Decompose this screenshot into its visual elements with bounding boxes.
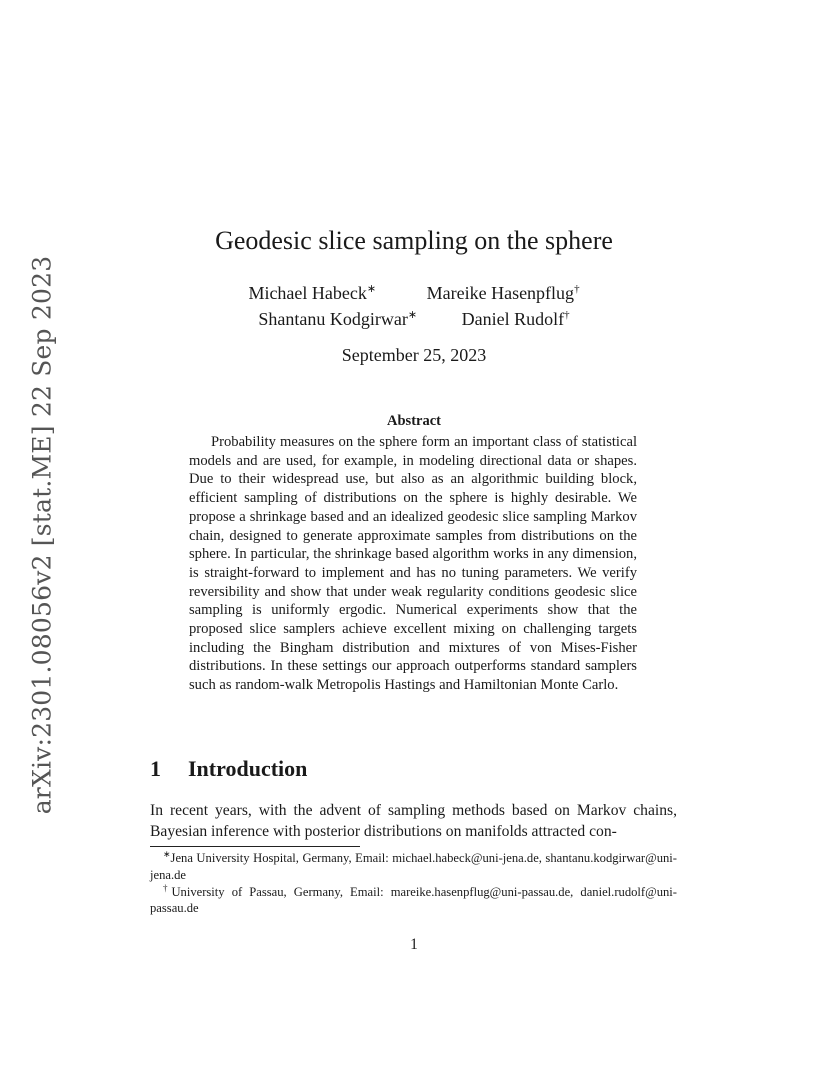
page-number: 1 — [410, 936, 418, 953]
footnote-text: University of Passau, Germany, Email: mareike.hasenpflug@uni-passau.de, daniel.rudolf@uni-passau.de — [150, 884, 677, 916]
section-heading — [150, 756, 307, 782]
author-name: Shantanu Kodgirwar — [258, 309, 408, 329]
affiliation-mark: ∗ — [366, 283, 377, 295]
author — [258, 309, 417, 330]
arxiv-identifier: arXiv:2301.08056v2 [stat.ME] 22 Sep 2023 — [27, 255, 57, 815]
affiliation-mark: † — [574, 283, 580, 295]
footnote-text: Jena University Hospital, Germany, Email: michael.habeck@uni-jena.de, shantanu.kodgirwar@uni-jena.de — [150, 851, 677, 882]
paper-date: September 25, 2023 — [341, 345, 487, 365]
author — [248, 283, 376, 304]
affiliation-mark: † — [564, 309, 570, 321]
abstract-heading: Abstract — [387, 413, 441, 429]
footnote-rule — [150, 846, 360, 847]
author — [427, 283, 580, 304]
affiliation-mark: ∗ — [407, 309, 418, 321]
author-name: Daniel Rudolf — [461, 309, 565, 329]
author-name: Mareike Hasenpflug — [426, 283, 575, 303]
abstract-text: Probability measures on the sphere form an important class of statistical models and are used, for example, in modeling directional data or shapes. Due to their widespread use, but also as an algorithmic building block, efficient sampling of distributions on the sphere is highly desirable. We propose a shrinkage based and an idealized geodesic slice sampling Markov chain, designed to generate approximate samples from distributions on the sphere. In particular, the shrinkage based algorithm works in any dimension, is straight-forward to implement and has no tuning parameters. We verify reversibility and show that under weak regularity conditions geodesic slice sampling is uniformly ergodic. Numerical experiments show that the proposed slice samplers achieve excellent mixing on challenging targets including the Bingham distribution and mixtures of von Mises-Fisher distributions. In these settings our approach outperforms standard samplers such as random-walk Metropolis Hastings and Hamiltonian Monte Carlo. — [189, 434, 637, 694]
footnote-mark: † — [163, 882, 172, 893]
footnote — [150, 884, 677, 918]
author — [462, 309, 570, 330]
paper-title: Geodesic slice sampling on the sphere — [215, 226, 613, 255]
author-row-1 — [0, 283, 828, 304]
author-name: Michael Habeck — [248, 283, 367, 303]
footnote-mark: ∗ — [163, 848, 171, 859]
section-title: Introduction — [188, 756, 308, 781]
footnotes — [150, 850, 677, 917]
author-row-2 — [0, 309, 828, 330]
footnote — [150, 850, 677, 884]
section-number: 1 — [150, 756, 161, 781]
intro-paragraph: In recent years, with the advent of sampling methods based on Markov chains, Bayesian inference with posterior distributions on manifolds attracted con- — [150, 802, 677, 840]
